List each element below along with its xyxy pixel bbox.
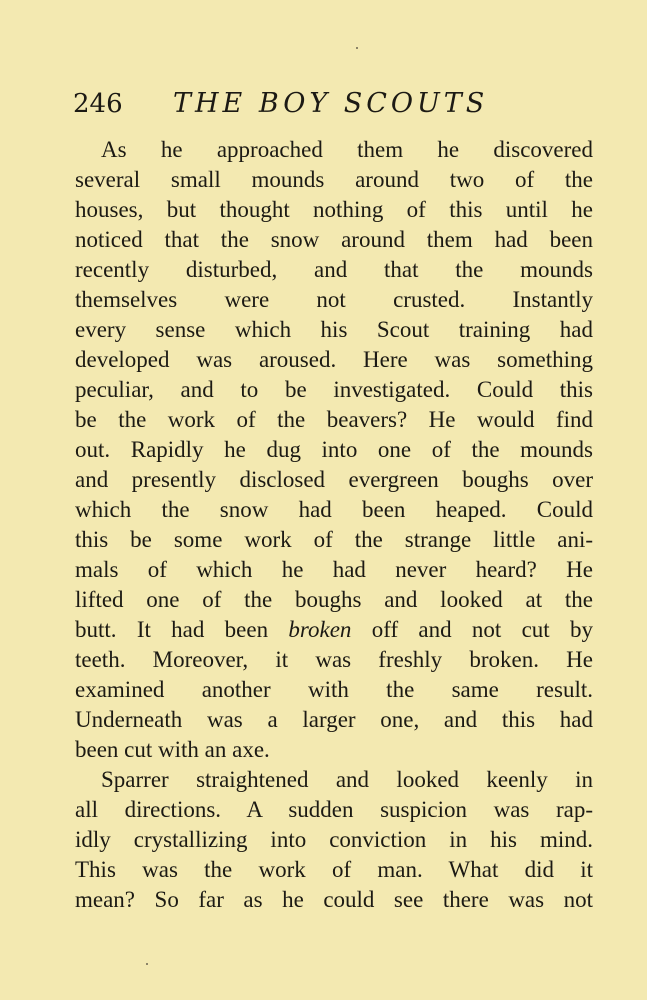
page-number: 246 — [73, 89, 123, 119]
text-line: developed was aroused. Here was something — [75, 347, 593, 372]
emphasis: broken — [288, 617, 352, 642]
text-line: been cut with an axe. — [75, 737, 270, 762]
text-line: Underneath was a larger one, and this had — [75, 707, 593, 732]
paper-speck — [356, 47, 358, 49]
text-line: all directions. A sudden suspicion was rap- — [75, 797, 593, 822]
text-line: This was the work of man. What did it — [75, 857, 593, 882]
text-line: and presently disclosed evergreen boughs over — [75, 467, 593, 492]
text-line: every sense which his Scout training had — [75, 317, 593, 342]
text-line: this be some work of the strange little ani- — [75, 527, 593, 552]
text-line: peculiar, and to be investigated. Could this — [75, 377, 593, 402]
text-line: butt. It had been broken off and not cut by — [75, 617, 593, 642]
text-line: As he approached them he discovered — [101, 137, 593, 162]
text-line: teeth. Moreover, it was freshly broken. He — [75, 647, 593, 672]
body-text — [75, 135, 593, 915]
text-line: houses, but thought nothing of this until he — [75, 197, 593, 222]
text-line: several small mounds around two of the — [75, 167, 593, 192]
text-line: mals of which he had never heard? He — [75, 557, 593, 582]
text-line: noticed that the snow around them had been — [75, 227, 593, 252]
text-line: out. Rapidly he dug into one of the mounds — [75, 437, 593, 462]
text-line: mean? So far as he could see there was not — [75, 887, 593, 912]
text-line: themselves were not crusted. Instantly — [75, 287, 593, 312]
text-line: idly crystallizing into conviction in his mind. — [75, 827, 593, 852]
running-head: THE BOY SCOUTS — [173, 88, 489, 119]
paper-speck — [146, 963, 148, 965]
text-line: which the snow had been heaped. Could — [75, 497, 593, 522]
text-line: recently disturbed, and that the mounds — [75, 257, 593, 282]
paragraph-2 — [75, 765, 593, 915]
page-header — [73, 86, 593, 126]
text-line: Sparrer straightened and looked keenly in — [101, 767, 593, 792]
text-line: examined another with the same result. — [75, 677, 593, 702]
paragraph-1 — [75, 135, 593, 765]
text-line: be the work of the beavers? He would find — [75, 407, 593, 432]
text-line: lifted one of the boughs and looked at the — [75, 587, 593, 612]
